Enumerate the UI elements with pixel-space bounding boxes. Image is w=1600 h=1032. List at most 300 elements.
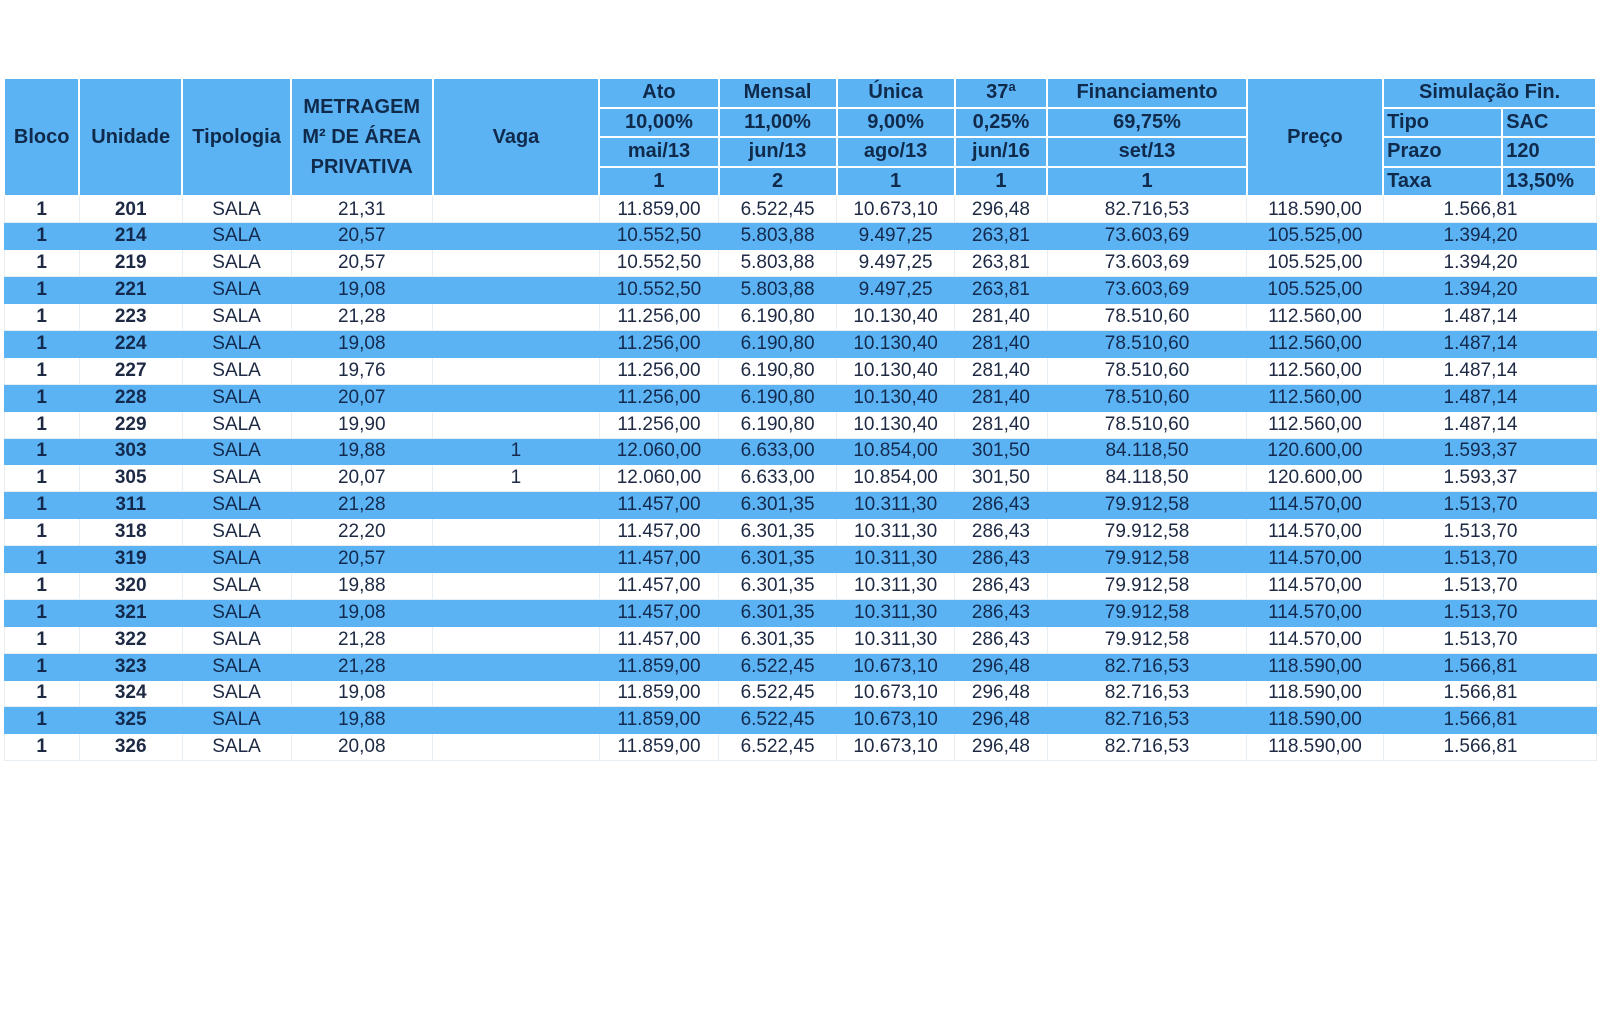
cell-simulacao: 1.487,14	[1383, 357, 1596, 384]
cell-financiamento: 78.510,60	[1047, 384, 1247, 411]
cell-mensal: 6.301,35	[719, 519, 837, 546]
cell-tipologia: SALA	[182, 519, 291, 546]
cell-simulacao: 1.394,20	[1383, 277, 1596, 304]
cell-simulacao: 1.513,70	[1383, 599, 1596, 626]
cell-financiamento: 73.603,69	[1047, 223, 1247, 250]
cell-parcela37: 296,48	[955, 707, 1048, 734]
cell-tipologia: SALA	[182, 546, 291, 573]
cell-unica: 10.130,40	[837, 357, 955, 384]
cell-preco: 118.590,00	[1247, 707, 1383, 734]
cell-bloco: 1	[4, 519, 79, 546]
cell-simulacao: 1.487,14	[1383, 384, 1596, 411]
cell-metragem: 20,57	[291, 546, 432, 573]
cell-parcela37: 301,50	[955, 438, 1048, 465]
cell-vaga	[433, 196, 600, 223]
cell-parcela37: 281,40	[955, 304, 1048, 331]
cell-unica: 10.130,40	[837, 304, 955, 331]
cell-financiamento: 79.912,58	[1047, 572, 1247, 599]
cell-preco: 120.600,00	[1247, 465, 1383, 492]
cell-parcela37: 286,43	[955, 626, 1048, 653]
cell-mensal: 5.803,88	[719, 223, 837, 250]
cell-unica: 10.311,30	[837, 599, 955, 626]
cell-simulacao: 1.513,70	[1383, 519, 1596, 546]
cell-simulacao: 1.566,81	[1383, 707, 1596, 734]
cell-ato: 11.859,00	[599, 653, 718, 680]
cell-parcela37: 281,40	[955, 330, 1048, 357]
cell-mensal: 6.633,00	[719, 438, 837, 465]
table-row	[4, 707, 1596, 734]
cell-financiamento: 78.510,60	[1047, 357, 1247, 384]
cell-financiamento: 79.912,58	[1047, 519, 1247, 546]
cell-mensal: 6.522,45	[719, 196, 837, 223]
table-row	[4, 653, 1596, 680]
cell-bloco: 1	[4, 653, 79, 680]
sim-prazo-label: Prazo	[1383, 137, 1502, 167]
cell-bloco: 1	[4, 572, 79, 599]
table-row	[4, 304, 1596, 331]
cell-ato: 11.256,00	[599, 357, 718, 384]
cell-bloco: 1	[4, 250, 79, 277]
col-preco-header: Preço	[1247, 78, 1383, 196]
unica-count: 1	[837, 167, 955, 197]
cell-ato: 10.552,50	[599, 250, 718, 277]
cell-simulacao: 1.394,20	[1383, 250, 1596, 277]
cell-vaga	[433, 384, 600, 411]
cell-preco: 112.560,00	[1247, 357, 1383, 384]
cell-financiamento: 79.912,58	[1047, 626, 1247, 653]
cell-metragem: 20,57	[291, 250, 432, 277]
cell-parcela37: 263,81	[955, 250, 1048, 277]
cell-financiamento: 79.912,58	[1047, 492, 1247, 519]
cell-vaga	[433, 519, 600, 546]
cell-unidade: 325	[79, 707, 182, 734]
cell-ato: 12.060,00	[599, 438, 718, 465]
cell-bloco: 1	[4, 357, 79, 384]
cell-bloco: 1	[4, 707, 79, 734]
cell-simulacao: 1.513,70	[1383, 572, 1596, 599]
cell-metragem: 21,28	[291, 492, 432, 519]
header-row-labels	[4, 78, 1596, 108]
cell-bloco: 1	[4, 546, 79, 573]
cell-preco: 114.570,00	[1247, 492, 1383, 519]
cell-parcela37: 281,40	[955, 384, 1048, 411]
cell-tipologia: SALA	[182, 572, 291, 599]
cell-preco: 118.590,00	[1247, 680, 1383, 707]
cell-unica: 10.673,10	[837, 680, 955, 707]
cell-simulacao: 1.487,14	[1383, 411, 1596, 438]
unica-date: ago/13	[837, 137, 955, 167]
cell-tipologia: SALA	[182, 438, 291, 465]
cell-tipologia: SALA	[182, 196, 291, 223]
cell-tipologia: SALA	[182, 304, 291, 331]
cell-ato: 11.457,00	[599, 599, 718, 626]
cell-bloco: 1	[4, 599, 79, 626]
table-row	[4, 519, 1596, 546]
cell-simulacao: 1.513,70	[1383, 492, 1596, 519]
cell-unidade: 324	[79, 680, 182, 707]
cell-metragem: 19,88	[291, 438, 432, 465]
financiamento-percent: 69,75%	[1047, 108, 1247, 138]
mensal-percent: 11,00%	[719, 108, 837, 138]
ato-count: 1	[599, 167, 718, 197]
cell-bloco: 1	[4, 330, 79, 357]
cell-preco: 112.560,00	[1247, 330, 1383, 357]
cell-unica: 10.130,40	[837, 330, 955, 357]
cell-parcela37: 296,48	[955, 734, 1048, 761]
cell-metragem: 20,57	[291, 223, 432, 250]
cell-mensal: 6.190,80	[719, 330, 837, 357]
cell-unica: 10.673,10	[837, 196, 955, 223]
cell-ato: 11.457,00	[599, 572, 718, 599]
col-tipologia-header: Tipologia	[182, 78, 291, 196]
cell-tipologia: SALA	[182, 680, 291, 707]
parcela37-count: 1	[955, 167, 1048, 197]
cell-metragem: 19,76	[291, 357, 432, 384]
cell-parcela37: 286,43	[955, 492, 1048, 519]
cell-unidade: 224	[79, 330, 182, 357]
cell-vaga	[433, 223, 600, 250]
cell-unica: 9.497,25	[837, 223, 955, 250]
cell-vaga	[433, 250, 600, 277]
parcela37-percent: 0,25%	[955, 108, 1048, 138]
cell-vaga: 1	[433, 438, 600, 465]
cell-ato: 11.457,00	[599, 546, 718, 573]
cell-metragem: 20,07	[291, 465, 432, 492]
cell-bloco: 1	[4, 196, 79, 223]
cell-parcela37: 286,43	[955, 572, 1048, 599]
cell-vaga	[433, 707, 600, 734]
cell-preco: 114.570,00	[1247, 519, 1383, 546]
cell-financiamento: 82.716,53	[1047, 707, 1247, 734]
cell-unidade: 219	[79, 250, 182, 277]
financiamento-date: set/13	[1047, 137, 1247, 167]
cell-preco: 112.560,00	[1247, 384, 1383, 411]
cell-simulacao: 1.513,70	[1383, 626, 1596, 653]
cell-ato: 10.552,50	[599, 277, 718, 304]
cell-mensal: 6.522,45	[719, 734, 837, 761]
cell-preco: 118.590,00	[1247, 734, 1383, 761]
cell-vaga	[433, 277, 600, 304]
cell-unidade: 223	[79, 304, 182, 331]
cell-parcela37: 281,40	[955, 357, 1048, 384]
cell-unidade: 303	[79, 438, 182, 465]
cell-parcela37: 263,81	[955, 277, 1048, 304]
cell-tipologia: SALA	[182, 626, 291, 653]
cell-tipologia: SALA	[182, 250, 291, 277]
cell-unica: 10.311,30	[837, 626, 955, 653]
cell-vaga	[433, 304, 600, 331]
cell-simulacao: 1.566,81	[1383, 653, 1596, 680]
cell-parcela37: 263,81	[955, 223, 1048, 250]
cell-mensal: 6.522,45	[719, 680, 837, 707]
cell-unica: 10.673,10	[837, 653, 955, 680]
cell-financiamento: 79.912,58	[1047, 599, 1247, 626]
cell-preco: 120.600,00	[1247, 438, 1383, 465]
cell-tipologia: SALA	[182, 734, 291, 761]
cell-preco: 118.590,00	[1247, 196, 1383, 223]
col-37-header: 37ª	[955, 78, 1048, 108]
cell-vaga	[433, 330, 600, 357]
cell-unica: 9.497,25	[837, 250, 955, 277]
cell-bloco: 1	[4, 626, 79, 653]
metragem-line-3: PRIVATIVA	[310, 156, 413, 178]
cell-unidade: 221	[79, 277, 182, 304]
metragem-line-1: METRAGEM	[303, 96, 421, 118]
cell-preco: 114.570,00	[1247, 599, 1383, 626]
cell-bloco: 1	[4, 680, 79, 707]
col-financiamento-header: Financiamento	[1047, 78, 1247, 108]
cell-ato: 11.457,00	[599, 626, 718, 653]
cell-metragem: 21,31	[291, 196, 432, 223]
cell-preco: 118.590,00	[1247, 653, 1383, 680]
cell-financiamento: 73.603,69	[1047, 250, 1247, 277]
sim-prazo-value: 120	[1502, 137, 1596, 167]
cell-simulacao: 1.487,14	[1383, 330, 1596, 357]
cell-metragem: 22,20	[291, 519, 432, 546]
cell-vaga	[433, 572, 600, 599]
cell-simulacao: 1.394,20	[1383, 223, 1596, 250]
sim-tipo-value: SAC	[1502, 108, 1596, 138]
cell-mensal: 6.190,80	[719, 304, 837, 331]
cell-unidade: 320	[79, 572, 182, 599]
cell-tipologia: SALA	[182, 707, 291, 734]
cell-parcela37: 296,48	[955, 653, 1048, 680]
cell-ato: 11.457,00	[599, 492, 718, 519]
cell-financiamento: 82.716,53	[1047, 196, 1247, 223]
cell-mensal: 6.301,35	[719, 546, 837, 573]
cell-parcela37: 296,48	[955, 680, 1048, 707]
cell-metragem: 21,28	[291, 626, 432, 653]
cell-unidade: 321	[79, 599, 182, 626]
cell-bloco: 1	[4, 438, 79, 465]
cell-unica: 10.311,30	[837, 572, 955, 599]
cell-mensal: 6.190,80	[719, 384, 837, 411]
cell-parcela37: 296,48	[955, 196, 1048, 223]
cell-unica: 10.673,10	[837, 707, 955, 734]
table-row	[4, 680, 1596, 707]
table-row	[4, 223, 1596, 250]
cell-mensal: 5.803,88	[719, 277, 837, 304]
cell-financiamento: 78.510,60	[1047, 330, 1247, 357]
cell-parcela37: 281,40	[955, 411, 1048, 438]
cell-vaga	[433, 546, 600, 573]
cell-metragem: 19,08	[291, 680, 432, 707]
ato-percent: 10,00%	[599, 108, 718, 138]
cell-mensal: 6.301,35	[719, 626, 837, 653]
cell-unidade: 319	[79, 546, 182, 573]
cell-ato: 11.256,00	[599, 304, 718, 331]
sim-taxa-value: 13,50%	[1502, 167, 1596, 197]
cell-unica: 10.311,30	[837, 546, 955, 573]
cell-mensal: 6.190,80	[719, 357, 837, 384]
cell-simulacao: 1.566,81	[1383, 734, 1596, 761]
cell-preco: 114.570,00	[1247, 572, 1383, 599]
cell-unica: 10.130,40	[837, 384, 955, 411]
cell-ato: 10.552,50	[599, 223, 718, 250]
mensal-date: jun/13	[719, 137, 837, 167]
cell-tipologia: SALA	[182, 330, 291, 357]
table-body	[4, 196, 1596, 761]
cell-tipologia: SALA	[182, 223, 291, 250]
metragem-line-2: M² DE ÁREA	[302, 126, 422, 148]
cell-vaga: 1	[433, 465, 600, 492]
cell-ato: 11.859,00	[599, 680, 718, 707]
unica-percent: 9,00%	[837, 108, 955, 138]
table-header	[4, 78, 1596, 196]
cell-metragem: 20,07	[291, 384, 432, 411]
table-row	[4, 250, 1596, 277]
ato-date: mai/13	[599, 137, 718, 167]
cell-bloco: 1	[4, 304, 79, 331]
cell-financiamento: 84.118,50	[1047, 438, 1247, 465]
cell-unidade: 322	[79, 626, 182, 653]
cell-ato: 11.256,00	[599, 384, 718, 411]
cell-mensal: 6.301,35	[719, 492, 837, 519]
cell-preco: 105.525,00	[1247, 250, 1383, 277]
cell-financiamento: 82.716,53	[1047, 653, 1247, 680]
col-metragem-header	[291, 78, 432, 196]
cell-preco: 105.525,00	[1247, 223, 1383, 250]
cell-unidade: 323	[79, 653, 182, 680]
cell-unidade: 318	[79, 519, 182, 546]
col-bloco-header: Bloco	[4, 78, 79, 196]
cell-preco: 112.560,00	[1247, 304, 1383, 331]
cell-preco: 114.570,00	[1247, 546, 1383, 573]
cell-financiamento: 82.716,53	[1047, 680, 1247, 707]
cell-unidade: 214	[79, 223, 182, 250]
cell-preco: 112.560,00	[1247, 411, 1383, 438]
cell-tipologia: SALA	[182, 384, 291, 411]
mensal-count: 2	[719, 167, 837, 197]
cell-unica: 10.854,00	[837, 438, 955, 465]
cell-unica: 10.130,40	[837, 411, 955, 438]
cell-unidade: 311	[79, 492, 182, 519]
table-row	[4, 384, 1596, 411]
cell-bloco: 1	[4, 277, 79, 304]
table-row	[4, 626, 1596, 653]
cell-bloco: 1	[4, 734, 79, 761]
table-row	[4, 277, 1596, 304]
cell-vaga	[433, 626, 600, 653]
cell-metragem: 19,08	[291, 330, 432, 357]
cell-ato: 12.060,00	[599, 465, 718, 492]
financiamento-count: 1	[1047, 167, 1247, 197]
cell-mensal: 6.301,35	[719, 599, 837, 626]
cell-bloco: 1	[4, 411, 79, 438]
table-row	[4, 465, 1596, 492]
cell-parcela37: 286,43	[955, 546, 1048, 573]
table-row	[4, 572, 1596, 599]
cell-financiamento: 78.510,60	[1047, 411, 1247, 438]
cell-tipologia: SALA	[182, 277, 291, 304]
cell-vaga	[433, 680, 600, 707]
cell-metragem: 19,88	[291, 572, 432, 599]
cell-ato: 11.859,00	[599, 196, 718, 223]
cell-unidade: 326	[79, 734, 182, 761]
cell-preco: 105.525,00	[1247, 277, 1383, 304]
col-mensal-header: Mensal	[719, 78, 837, 108]
sim-taxa-label: Taxa	[1383, 167, 1502, 197]
cell-tipologia: SALA	[182, 357, 291, 384]
cell-mensal: 6.522,45	[719, 707, 837, 734]
table-row	[4, 357, 1596, 384]
cell-unica: 10.854,00	[837, 465, 955, 492]
table-row	[4, 546, 1596, 573]
cell-bloco: 1	[4, 384, 79, 411]
cell-tipologia: SALA	[182, 465, 291, 492]
cell-vaga	[433, 653, 600, 680]
cell-simulacao: 1.593,37	[1383, 465, 1596, 492]
cell-mensal: 6.633,00	[719, 465, 837, 492]
cell-mensal: 6.190,80	[719, 411, 837, 438]
cell-unidade: 201	[79, 196, 182, 223]
cell-metragem: 21,28	[291, 304, 432, 331]
cell-unidade: 229	[79, 411, 182, 438]
cell-unica: 10.311,30	[837, 492, 955, 519]
cell-simulacao: 1.593,37	[1383, 438, 1596, 465]
cell-unica: 10.673,10	[837, 734, 955, 761]
cell-ato: 11.256,00	[599, 411, 718, 438]
cell-tipologia: SALA	[182, 653, 291, 680]
cell-preco: 114.570,00	[1247, 626, 1383, 653]
cell-unica: 9.497,25	[837, 277, 955, 304]
cell-ato: 11.859,00	[599, 734, 718, 761]
cell-metragem: 19,08	[291, 277, 432, 304]
col-simulacao-header: Simulação Fin.	[1383, 78, 1596, 108]
cell-tipologia: SALA	[182, 411, 291, 438]
col-ato-header: Ato	[599, 78, 718, 108]
cell-ato: 11.256,00	[599, 330, 718, 357]
cell-vaga	[433, 599, 600, 626]
table-row	[4, 411, 1596, 438]
cell-metragem: 20,08	[291, 734, 432, 761]
cell-simulacao: 1.487,14	[1383, 304, 1596, 331]
col-unica-header: Única	[837, 78, 955, 108]
cell-simulacao: 1.566,81	[1383, 196, 1596, 223]
cell-simulacao: 1.566,81	[1383, 680, 1596, 707]
cell-vaga	[433, 492, 600, 519]
table-row	[4, 734, 1596, 761]
cell-tipologia: SALA	[182, 492, 291, 519]
cell-metragem: 19,90	[291, 411, 432, 438]
cell-financiamento: 73.603,69	[1047, 277, 1247, 304]
cell-mensal: 6.301,35	[719, 572, 837, 599]
cell-financiamento: 82.716,53	[1047, 734, 1247, 761]
cell-bloco: 1	[4, 492, 79, 519]
cell-metragem: 19,88	[291, 707, 432, 734]
cell-parcela37: 286,43	[955, 599, 1048, 626]
cell-parcela37: 301,50	[955, 465, 1048, 492]
table-row	[4, 438, 1596, 465]
col-unidade-header: Unidade	[79, 78, 182, 196]
cell-financiamento: 84.118,50	[1047, 465, 1247, 492]
cell-unica: 10.311,30	[837, 519, 955, 546]
cell-bloco: 1	[4, 465, 79, 492]
table-row	[4, 492, 1596, 519]
cell-metragem: 19,08	[291, 599, 432, 626]
cell-bloco: 1	[4, 223, 79, 250]
cell-mensal: 6.522,45	[719, 653, 837, 680]
cell-financiamento: 78.510,60	[1047, 304, 1247, 331]
table-row	[4, 196, 1596, 223]
cell-parcela37: 286,43	[955, 519, 1048, 546]
table-row	[4, 599, 1596, 626]
cell-vaga	[433, 357, 600, 384]
cell-metragem: 21,28	[291, 653, 432, 680]
parcela37-date: jun/16	[955, 137, 1048, 167]
table-row	[4, 330, 1596, 357]
cell-mensal: 5.803,88	[719, 250, 837, 277]
